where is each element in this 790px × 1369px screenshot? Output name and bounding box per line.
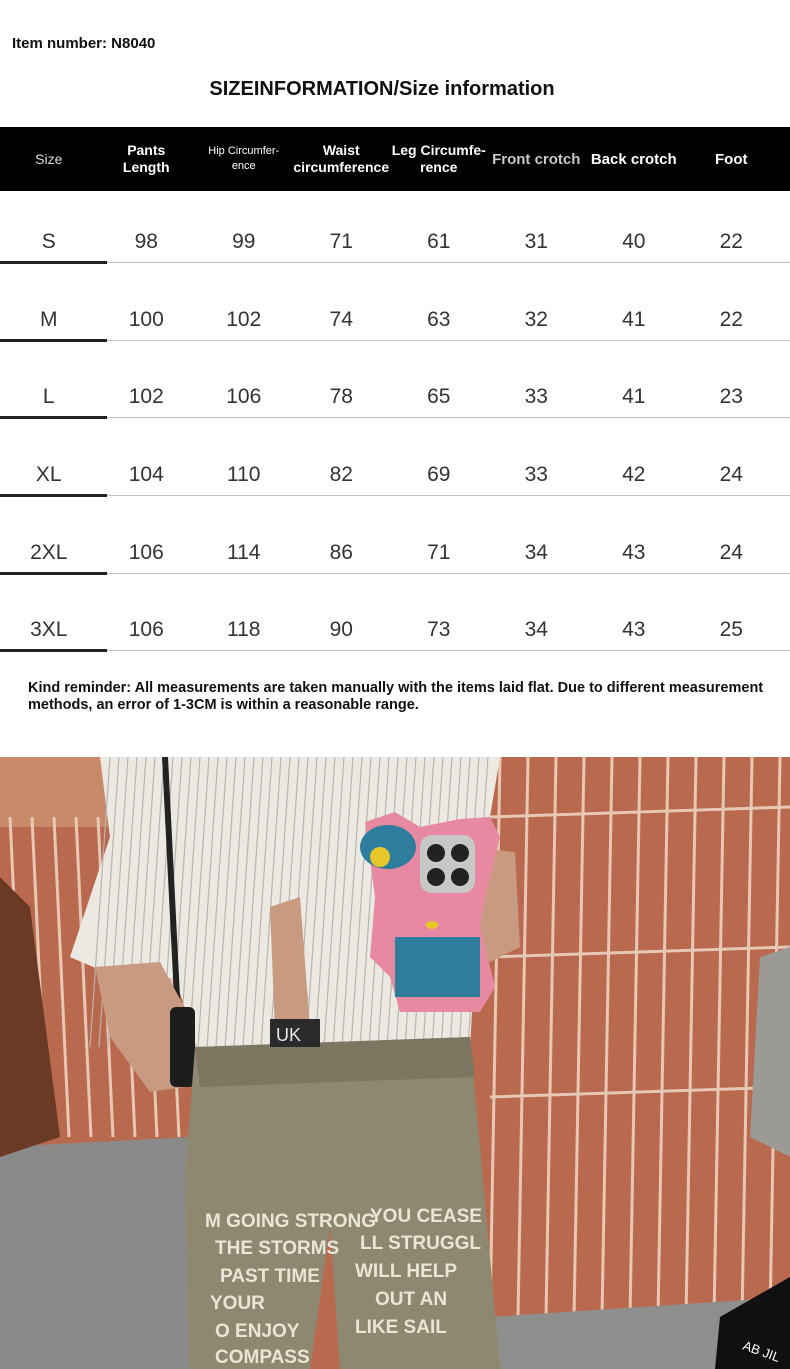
table-row <box>0 358 790 436</box>
header-cell <box>585 127 683 191</box>
measurement-cell: 106 <box>128 618 164 641</box>
measurement-cell: 63 <box>427 308 451 331</box>
measurement-cell: 100 <box>128 308 164 331</box>
table-row <box>0 203 790 281</box>
row-divider <box>106 417 790 418</box>
measurement-cell: 106 <box>226 385 262 408</box>
measurement-cell: 74 <box>329 308 353 331</box>
pants-print-text: YOU CEASE <box>370 1206 482 1227</box>
row-marker <box>0 649 107 652</box>
table-row <box>0 436 790 514</box>
section-title: SIZEINFORMATION/Size information <box>209 78 555 100</box>
pants-print-text: LIKE SAIL <box>355 1317 447 1338</box>
measurement-cell: 71 <box>427 541 451 564</box>
measurement-cell: 106 <box>128 541 164 564</box>
row-marker <box>0 416 107 419</box>
size-table-header <box>0 127 790 191</box>
measurement-cell: 31 <box>524 230 548 253</box>
table-row <box>0 591 790 669</box>
pants-print-text: WILL HELP <box>355 1261 458 1282</box>
measurement-cell: 22 <box>719 230 743 253</box>
pants-print-text: THE STORMS <box>215 1238 340 1259</box>
header-label: ence <box>231 160 256 172</box>
header-label: rence <box>420 159 458 175</box>
measurement-cell: 65 <box>427 385 451 408</box>
size-label: XL <box>35 463 62 486</box>
kind-reminder: Kind reminder: All measurements are taken manually with the items laid flat. Due to different measurement methods, an error of 1-3CM is within a reasonable range. <box>28 680 764 713</box>
measurement-cell: 34 <box>524 541 548 564</box>
header-label: Pants <box>127 142 166 158</box>
header-label: Leg Circumfe- <box>391 142 486 158</box>
model-wearing-pants-image <box>0 757 790 1369</box>
measurement-cell: 114 <box>227 541 261 564</box>
pants-print-text: M GOING STRONG <box>205 1211 376 1232</box>
measurement-cell: 43 <box>622 541 646 564</box>
header-cell <box>0 127 98 191</box>
row-marker <box>0 339 107 342</box>
measurement-cell: 22 <box>719 308 743 331</box>
measurement-cell: 69 <box>427 463 451 486</box>
row-divider <box>106 262 790 263</box>
measurement-cell: 82 <box>329 463 353 486</box>
waistband-text: UK <box>276 1025 302 1045</box>
pants-print-text: O ENJOY <box>215 1321 300 1342</box>
size-label: S <box>41 230 56 253</box>
size-label: 2XL <box>30 541 68 564</box>
header-cell <box>98 127 196 191</box>
measurement-cell: 24 <box>719 541 743 564</box>
pants-print-text: YOUR <box>210 1293 265 1314</box>
header-label: Size <box>35 151 63 167</box>
measurement-cell: 78 <box>329 385 353 408</box>
header-label: Length <box>122 159 170 175</box>
table-row <box>0 281 790 359</box>
measurement-cell: 41 <box>622 385 646 408</box>
header-label: Waist <box>322 142 360 158</box>
header-label: Front crotch <box>492 150 581 168</box>
row-marker <box>0 572 107 575</box>
size-label: 3XL <box>30 618 68 641</box>
measurement-cell: 32 <box>524 308 548 331</box>
measurement-cell: 61 <box>427 230 451 253</box>
table-row <box>0 514 790 592</box>
measurement-cell: 110 <box>227 463 261 486</box>
measurement-cell: 23 <box>719 385 743 408</box>
row-marker <box>0 261 107 264</box>
measurement-cell: 24 <box>719 463 743 486</box>
shoe-text: AB JIL <box>740 1337 783 1365</box>
measurement-cell: 102 <box>128 385 164 408</box>
header-cell <box>195 127 293 191</box>
row-divider <box>106 573 790 574</box>
header-label: Foot <box>715 150 748 168</box>
measurement-cell: 33 <box>524 463 548 486</box>
measurement-cell: 86 <box>329 541 353 564</box>
measurement-cell: 98 <box>134 230 158 253</box>
measurement-cell: 42 <box>622 463 646 486</box>
header-cell <box>683 127 781 191</box>
measurement-cell: 41 <box>622 308 646 331</box>
header-cell <box>390 127 488 191</box>
product-photo <box>0 757 790 1369</box>
pants-print-text: LL STRUGGL <box>360 1233 482 1254</box>
measurement-cell: 40 <box>622 230 646 253</box>
measurement-cell: 43 <box>622 618 646 641</box>
row-divider <box>106 650 790 651</box>
header-cell <box>488 127 586 191</box>
measurement-cell: 104 <box>128 463 164 486</box>
measurement-cell: 71 <box>329 230 353 253</box>
header-label: circumference <box>293 159 390 175</box>
measurement-cell: 73 <box>427 618 451 641</box>
size-label: L <box>42 385 55 408</box>
measurement-cell: 99 <box>232 230 256 253</box>
header-cell <box>293 127 391 191</box>
row-divider <box>106 340 790 341</box>
measurement-cell: 25 <box>719 618 743 641</box>
measurement-cell: 34 <box>524 618 548 641</box>
item-number: Item number: N8040 <box>12 35 156 52</box>
pants-print-text: COMPASS <box>215 1347 310 1368</box>
header-label: Back crotch <box>590 150 677 168</box>
row-divider <box>106 495 790 496</box>
pants-print-text: OUT AN <box>375 1289 448 1310</box>
pants-print-text: PAST TIME <box>220 1266 320 1287</box>
row-marker <box>0 494 107 497</box>
measurement-cell: 102 <box>226 308 262 331</box>
size-label: M <box>40 308 58 331</box>
measurement-cell: 90 <box>329 618 353 641</box>
measurement-cell: 118 <box>227 618 261 641</box>
measurement-cell: 33 <box>524 385 548 408</box>
header-label: Hip Circumfer- <box>208 145 280 157</box>
